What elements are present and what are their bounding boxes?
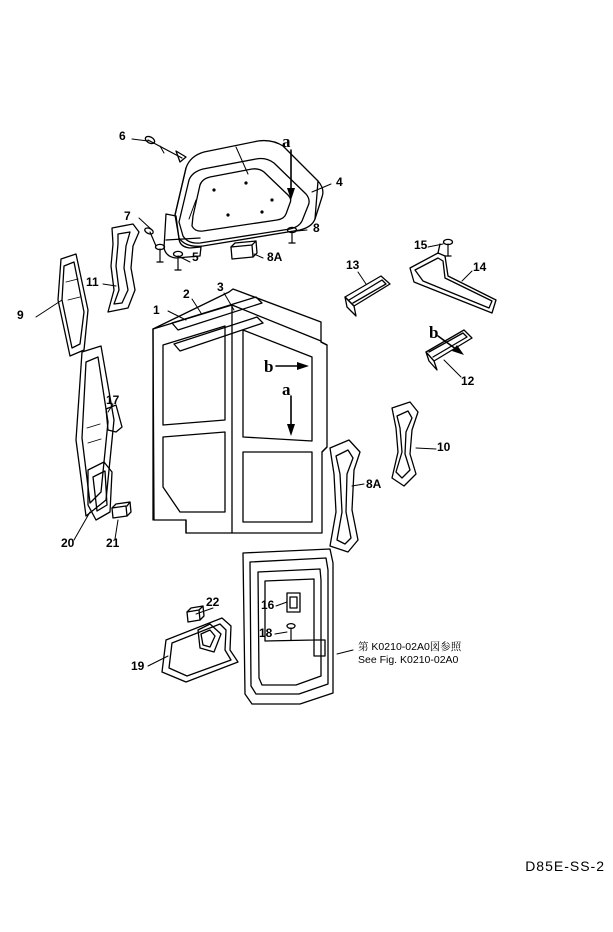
callout-2: 2 xyxy=(183,287,190,301)
callout-5: 5 xyxy=(192,250,199,264)
callout-15: 14 xyxy=(473,260,487,274)
callout-7: 7 xyxy=(124,209,131,223)
callout-22-upper: 22 xyxy=(206,595,220,609)
reference-note xyxy=(358,641,461,667)
callout-16: 15 xyxy=(414,238,428,252)
callout-20: 19 xyxy=(131,659,145,673)
callout-13: 12 xyxy=(461,374,475,388)
callout-4: 4 xyxy=(336,175,343,189)
section-mark-a-roof: a xyxy=(282,132,291,151)
drawing-code: D85E-SS-2 xyxy=(525,858,605,874)
reference-note-line-1: 第 K0210-02A0図参照 xyxy=(358,641,462,653)
callout-21: 20 xyxy=(61,536,75,550)
callout-11: 10 xyxy=(437,440,451,454)
callout-1: 1 xyxy=(153,303,160,317)
section-mark-b-right: b xyxy=(429,323,439,342)
section-mark-a-cab: a xyxy=(282,380,291,399)
reference-note-line-2: See Fig. K0210-02A0 xyxy=(358,654,459,667)
callout-17: 16 xyxy=(261,598,275,612)
callout-3: 3 xyxy=(217,280,224,294)
callout-18: 17 xyxy=(106,393,120,407)
section-mark-b-cab: b xyxy=(264,357,274,376)
callout-9-label: 8A xyxy=(366,477,382,491)
callout-8a: 8A xyxy=(267,250,283,264)
callout-12: 11 xyxy=(86,275,99,289)
callout-22: 21 xyxy=(106,536,120,550)
callout-10: 9 xyxy=(17,308,24,322)
callout-6: 6 xyxy=(119,129,126,143)
callout-14: 13 xyxy=(346,258,360,272)
callout-19: 18 xyxy=(259,626,273,640)
callout-8: 8 xyxy=(313,221,320,235)
